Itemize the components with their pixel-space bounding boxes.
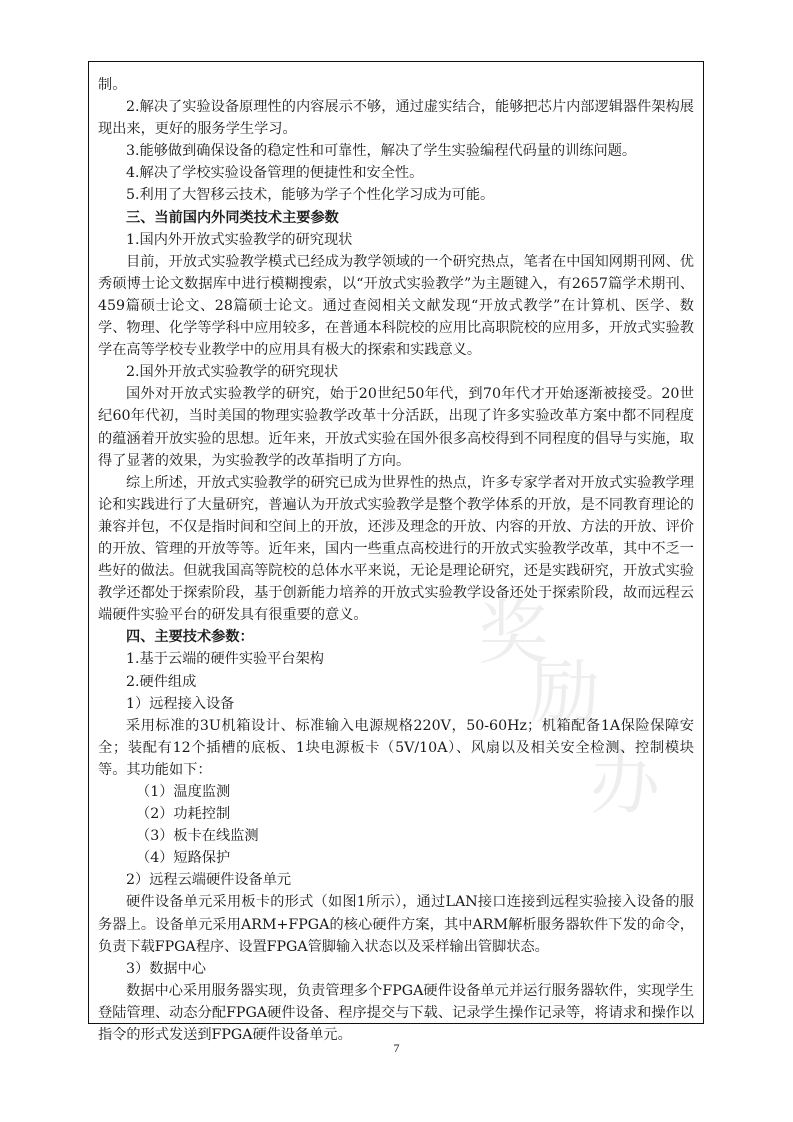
watermark-char: 励 xyxy=(530,652,600,734)
watermark-char: 办 xyxy=(590,742,660,824)
list-item: （4）短路保护 xyxy=(136,850,231,867)
subsection-title: 1）远程接入设备 xyxy=(126,695,235,712)
subsection-title: 1.基于云端的硬件实验平台架构 xyxy=(126,651,324,668)
list-item: 5.利用了大智移云技术，能够为学子个性化学习成为可能。 xyxy=(126,187,495,204)
list-item: （2）功耗控制 xyxy=(136,806,231,823)
paragraph: 制。 xyxy=(98,77,127,93)
page-number: 7 xyxy=(393,1041,400,1055)
section-heading: 四、主要技术参数： xyxy=(126,629,254,646)
paragraph: 目前，开放式实验教学模式已经成为教学领域的一个研究热点，笔者在中国知网期刊网、优秀硕博士论文数据库中进行模糊搜索，以“开放式实验教学”为主题键入，有2657篇学术期刊、459篇硕士论文、28篇硕士论文。通过查阅相关文献发现“开放式教学”在计算机、医学、数学、物理、化学等学科中应用较多，在普通本科院校的应用比高职院校的应用多，开放式实验教学在高等学校专业教学中的应用具有极大的探索和实践意义。 xyxy=(98,253,694,359)
list-item: （1）温度监测 xyxy=(136,784,231,800)
subsection-title: 2）远程云端硬件设备单元 xyxy=(126,872,292,889)
paragraph: 综上所述，开放式实验教学的研究已成为世界性的热点，许多专家学者对开放式实验教学理论和实践进行了大量研究，普遍认为开放式实验教学是整个教学体系的开放，是不同教育理论的兼容并包，不仅是指时间和空间上的开放，还涉及理念的开放、内容的开放、方法的开放、评价的开放、管理的开放等等。近年来，国内一些重点高校进行的开放式实验教学改革，其中不乏一些好的做法。但就我国高等院校的总体水平来说，无论是理论研究，还是实践研究，开放式实验教学还都处于探索阶段，基于创新能力培养的开放式实验教学设备还处于探索阶段，故而远程云端硬件实验平台的研发具有很重要的意义。 xyxy=(98,474,694,624)
paragraph: 采用标准的3U机箱设计、标准输入电源规格220V，50-60Hz；机箱配备1A保险保障安全；装配有12个插槽的底板、1块电源板卡（5V/10A）、风扇以及相关安全检测、控制模块等。其功能如下： xyxy=(98,717,694,778)
document-body xyxy=(98,74,694,1046)
subsection-title: 2.国外开放式实验教学的研究现状 xyxy=(126,364,339,381)
subsection-title: 1.国内外开放式实验教学的研究现状 xyxy=(126,231,353,248)
paragraph: 数据中心采用服务器实现，负责管理多个FPGA硬件设备单元并运行服务器软件，实现学生登陆管理、动态分配FPGA硬件设备、程序提交与下载、记录学生操作记录等，将请求和操作以指令的形式发送到FPGA硬件设备单元。 xyxy=(98,982,694,1044)
list-item: 4.解决了学校实验设备管理的便捷性和安全性。 xyxy=(126,165,424,182)
subsection-title: 3）数据中心 xyxy=(126,960,206,977)
section-heading: 三、当前国内外同类技术主要参数 xyxy=(126,209,339,226)
paragraph: 国外对开放式实验教学的研究，始于20世纪50年代，到70年代才开始逐渐被接受。20世纪60年代初，当时美国的物理实验教学改革十分活跃，出现了许多实验改革方案中都不同程度的蕴涵着开放实验的思想。近年来，开放式实验在国外很多高校得到不同程度的倡导与实施，取得了显著的效果，为实验教学的改革指明了方向。 xyxy=(98,386,694,469)
watermark-char: 奖 xyxy=(478,592,548,674)
list-item: 2.解决了实验设备原理性的内容展示不够，通过虚实结合，能够把芯片内部逻辑器件架构展现出来，更好的服务学生学习。 xyxy=(98,99,694,138)
paragraph: 硬件设备单元采用板卡的形式（如图1所示），通过LAN接口连接到远程实验接入设备的服务器上。设备单元采用ARM+FPGA的核心硬件方案，其中ARM解析服务器软件下发的命令，负责下载FPGA程序、设置FPGA管脚输入状态以及采样输出管脚状态。 xyxy=(98,894,694,955)
list-item: （3）板卡在线监测 xyxy=(136,828,259,845)
subsection-title: 2.硬件组成 xyxy=(126,673,197,690)
list-item: 3.能够做到确保设备的稳定性和可靠性，解决了学生实验编程代码量的训练问题。 xyxy=(126,143,637,160)
